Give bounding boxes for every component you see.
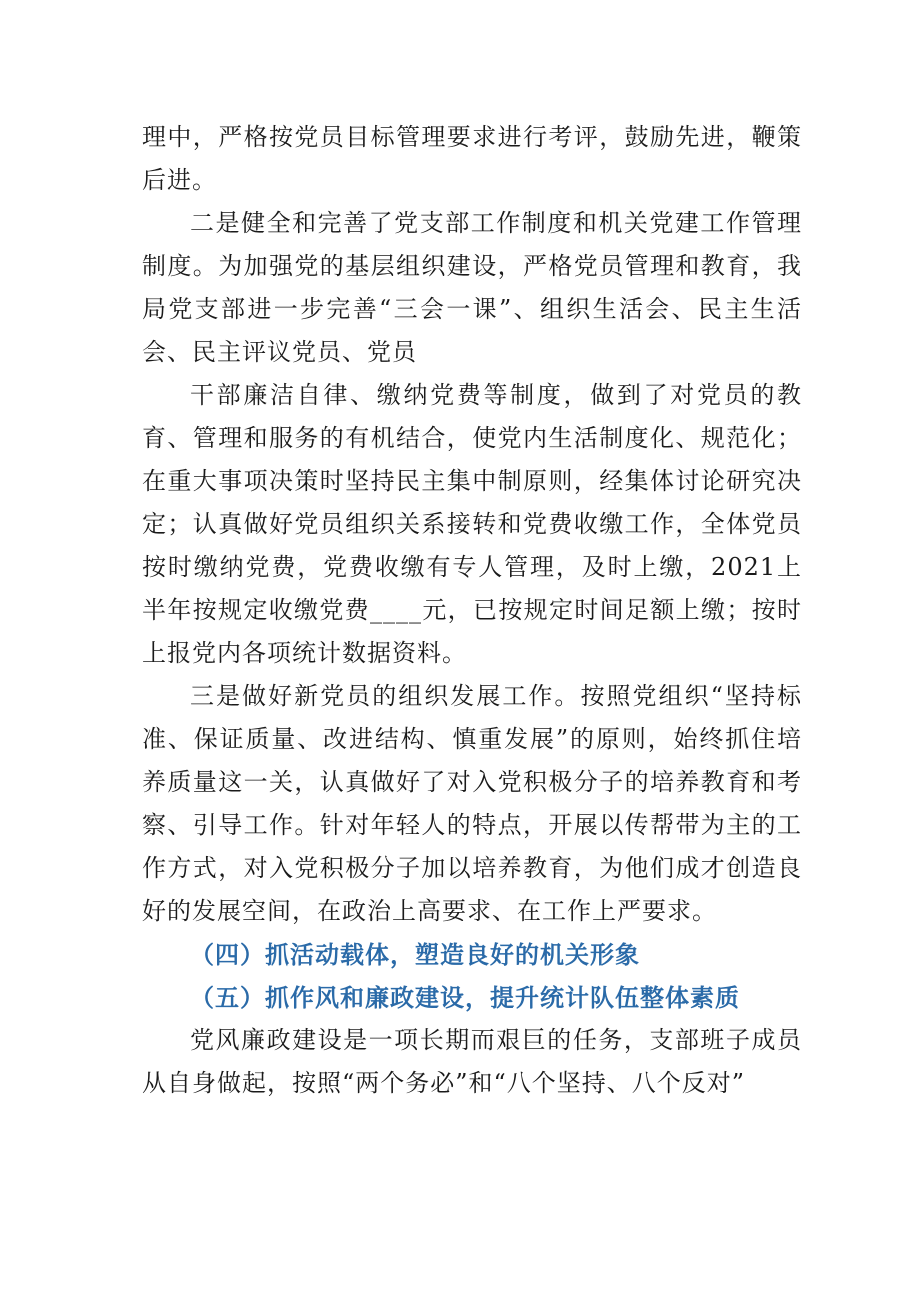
paragraph-continuation: 理中，严格按党员目标管理要求进行考评，鼓励先进，鞭策后进。 bbox=[142, 123, 802, 194]
section-heading-four: （四）抓活动载体，塑造良好的机关形象 bbox=[190, 940, 640, 969]
paragraph-party-branch-system: 二是健全和完善了党支部工作制度和机关党建工作管理制度。为加强党的基层组织建设，严格党员管理和教育，我局党支部进一步完善“三会一课”、组织生活会、民主生活会、民主评议党员、党员 bbox=[142, 209, 802, 366]
paragraph-new-member-development: 三是做好新党员的组织发展工作。按照党组织“坚持标准、保证质量、改进结构、慎重发展”的原则，始终抓住培养质量这一关，认真做好了对入党积极分子的培养教育和考察、引导工作。针对年轻人的特点，开展以传帮带为主的工作方式，对入党积极分子加以培养教育，为他们成才创造良好的发展空间，在政治上高要求、在工作上严要求。 bbox=[142, 682, 802, 925]
paragraph-cadre-self-discipline: 干部廉洁自律、缴纳党费等制度，做到了对党员的教育、管理和服务的有机结合，使党内生活制度化、规范化；在重大事项决策时坚持民主集中制原则，经集体讨论研究决定；认真做好党员组织关系接转和党费收缴工作，全体党员按时缴纳党费，党费收缴有专人管理，及时上缴，2021上半年按规定收缴党费____元，已按规定时间足额上缴；按时上报党内各项统计数据资料。 bbox=[142, 381, 802, 667]
section-heading-five: （五）抓作风和廉政建设，提升统计队伍整体素质 bbox=[190, 983, 740, 1012]
document-body bbox=[142, 116, 802, 1105]
paragraph-integrity-building: 党风廉政建设是一项长期而艰巨的任务，支部班子成员从自身做起，按照“两个务必”和“八个坚持、八个反对” bbox=[142, 1026, 802, 1097]
